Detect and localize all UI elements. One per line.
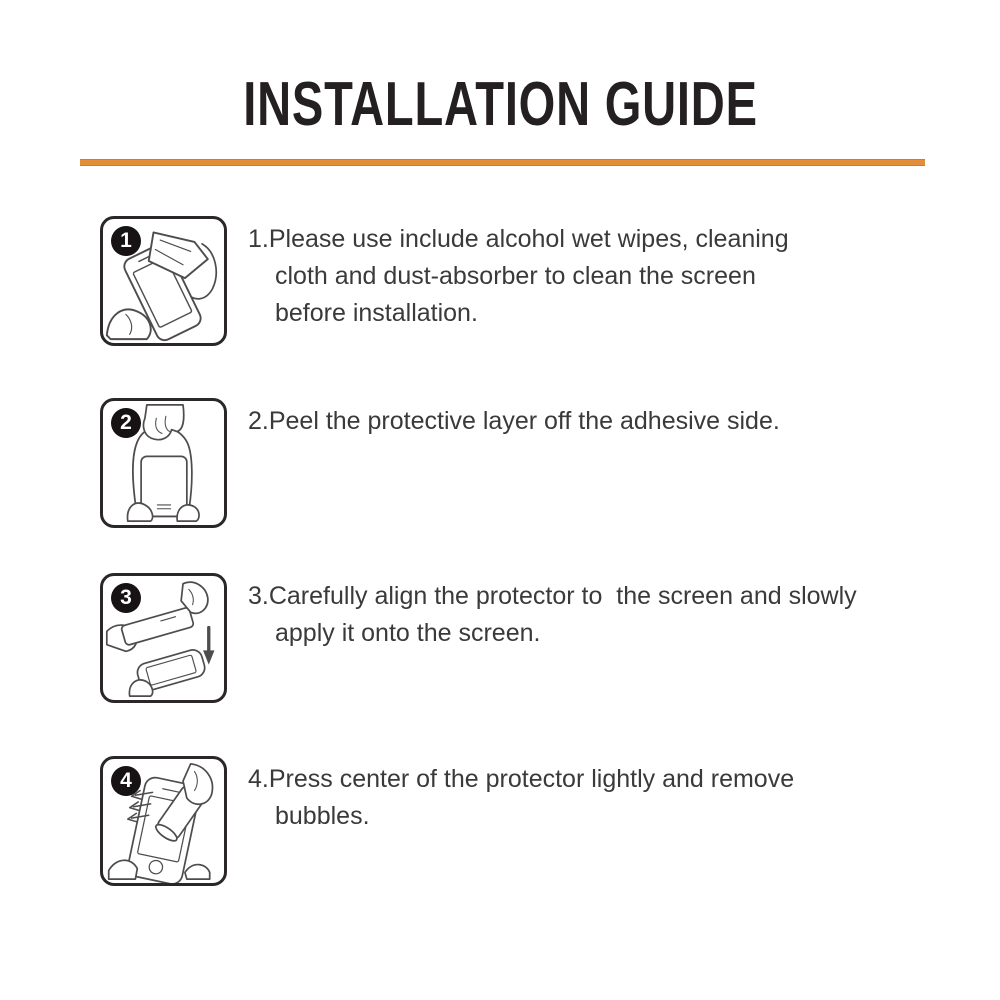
step-text-line: 3.Carefully align the protector to the screen and slowly	[248, 582, 857, 610]
step-1-text	[248, 221, 978, 332]
step-text-line: bubbles.	[275, 802, 370, 830]
step-text-line: cloth and dust-absorber to clean the screen	[275, 262, 756, 290]
step-text-line: before installation.	[275, 299, 478, 327]
step-4-number-badge	[111, 766, 141, 796]
step-4-illustration-box	[100, 756, 227, 886]
step-text-line: 1.Please use include alcohol wet wipes, cleaning	[248, 225, 789, 253]
step-number: 4	[120, 769, 132, 792]
step-4-text	[248, 761, 978, 835]
step-text-line: 2.Peel the protective layer off the adhesive side.	[248, 407, 780, 435]
step-text-line: 4.Press center of the protector lightly and remove	[248, 765, 795, 793]
step-2-illustration-box	[100, 398, 227, 528]
step-number: 1	[120, 229, 132, 252]
step-text-line: apply it onto the screen.	[275, 619, 541, 647]
page-title-text: INSTALLATION GUIDE	[242, 70, 758, 139]
step-3-text	[248, 578, 978, 652]
step-number: 2	[120, 411, 132, 434]
step-2-number-badge	[111, 408, 141, 438]
step-3-row	[0, 573, 1000, 713]
step-1-number-badge	[111, 226, 141, 256]
step-2-text	[248, 403, 978, 440]
step-4-row	[0, 756, 1000, 896]
step-3-number-badge	[111, 583, 141, 613]
step-number: 3	[120, 586, 132, 609]
step-1-row	[0, 216, 1000, 356]
page-title	[0, 70, 1000, 139]
step-1-illustration-box	[100, 216, 227, 346]
title-underline-rule	[80, 159, 925, 166]
step-3-illustration-box	[100, 573, 227, 703]
step-2-row	[0, 398, 1000, 538]
